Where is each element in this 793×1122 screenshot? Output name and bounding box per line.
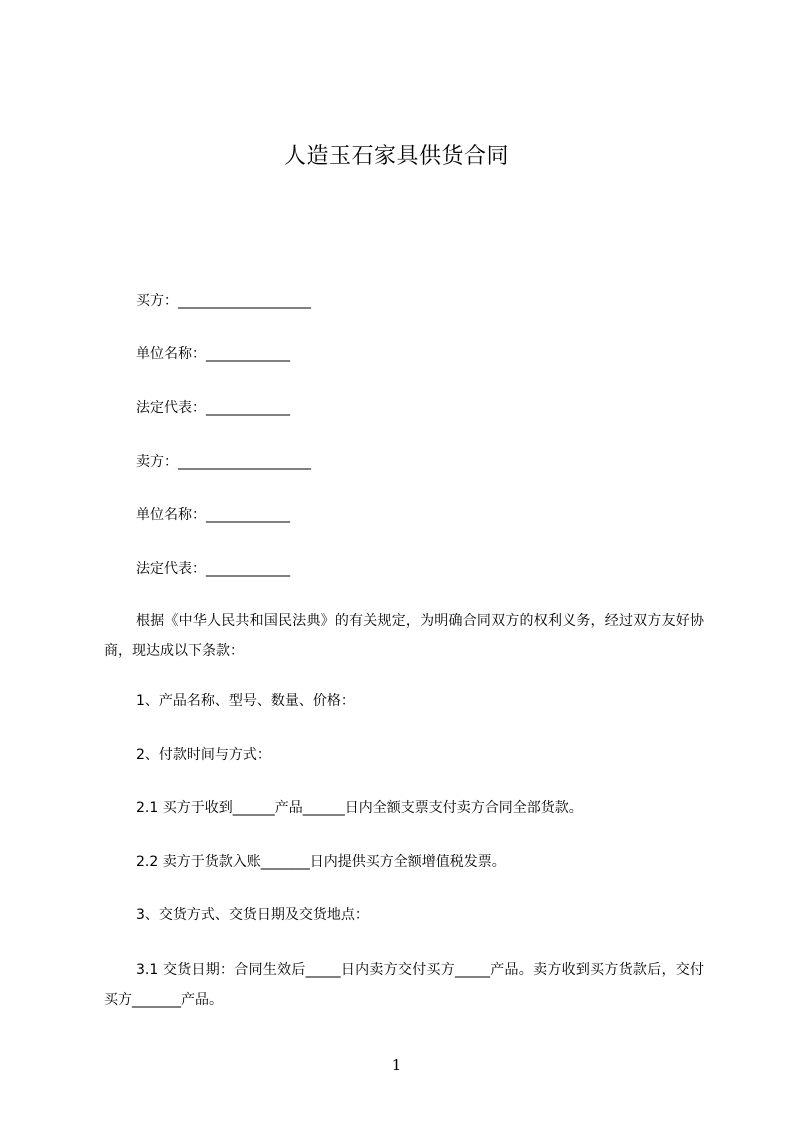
seller-unit-line: 单位名称：____________ — [136, 507, 290, 523]
intro-paragraph: 根据《中华人民共和国民法典》的有关规定，为明确合同双方的权利义务，经过双方友好协商，现达成以下条款： — [104, 613, 704, 659]
clause-1: 1、产品名称、型号、数量、价格： — [136, 693, 355, 709]
clause-3-1: 3.1 交货日期：合同生效后_____日内卖方交付买方_____产品。卖方收到买方货款后，交付买方_______产品。 — [104, 962, 704, 1008]
seller-rep-line: 法定代表：____________ — [136, 561, 290, 577]
clause-2: 2、付款时间与方式： — [136, 747, 271, 763]
buyer-unit-line: 单位名称：____________ — [136, 346, 290, 362]
buyer-rep-line: 法定代表：____________ — [136, 400, 290, 416]
buyer-line: 买方：___________________ — [136, 293, 311, 309]
page-number: 1 — [391, 1056, 402, 1074]
clause-2-2: 2.2 卖方于货款入账_______日内提供买方全额增值税发票。 — [136, 854, 506, 870]
document-title: 人造玉石家具供货合同 — [283, 144, 509, 169]
seller-line: 卖方：___________________ — [136, 454, 311, 470]
clause-2-1: 2.1 买方于收到______产品______日内全额支票支付卖方合同全部货款。 — [136, 800, 583, 816]
clause-3: 3、交货方式、交货日期及交货地点： — [136, 907, 369, 923]
